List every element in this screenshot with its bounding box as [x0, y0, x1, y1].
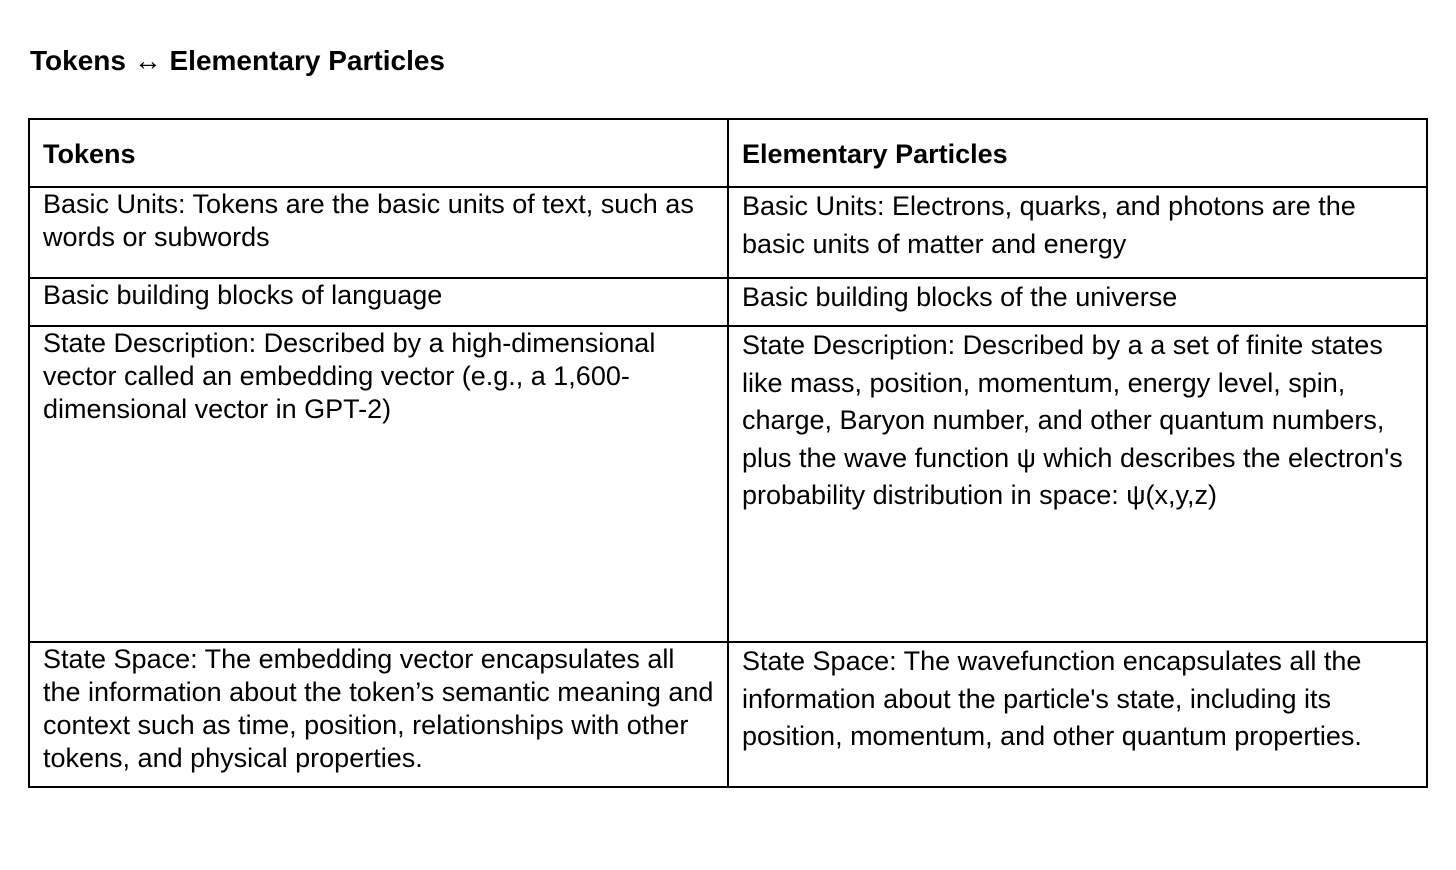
- tokens-cell: State Space: The embedding vector encapsulates all the information about the token’s semantic meaning and context such as time, position, relationships with other tokens, and physical properties.: [29, 642, 728, 787]
- tokens-cell: Basic Units: Tokens are the basic units of text, such as words or subwords: [29, 187, 728, 278]
- particles-cell: State Description: Described by a a set of finite states like mass, position, momentum, energy level, spin, charge, Baryon number, and other quantum numbers, plus the wave function ψ which describes the electron's probability distribution in space: ψ(x,y,z): [728, 326, 1427, 642]
- table-row: [29, 278, 1427, 326]
- tokens-cell: Basic building blocks of language: [29, 278, 728, 326]
- table-row: [29, 642, 1427, 787]
- particles-cell: State Space: The wavefunction encapsulates all the information about the particle's state, including its position, momentum, and other quantum properties.: [728, 642, 1427, 787]
- header-cell-elementary-particles: Elementary Particles: [728, 119, 1427, 187]
- table-row: [29, 326, 1427, 642]
- table-header-row: [29, 119, 1427, 187]
- header-cell-tokens: Tokens: [29, 119, 728, 187]
- particles-cell: Basic Units: Electrons, quarks, and photons are the basic units of matter and energy: [728, 187, 1427, 278]
- tokens-cell: State Description: Described by a high-dimensional vector called an embedding vector (e.g., a 1,600-dimensional vector in GPT-2): [29, 326, 728, 642]
- table-row: [29, 187, 1427, 278]
- particles-cell: Basic building blocks of the universe: [728, 278, 1427, 326]
- comparison-table: [28, 118, 1428, 788]
- document-title: Tokens ↔ Elementary Particles: [30, 45, 445, 76]
